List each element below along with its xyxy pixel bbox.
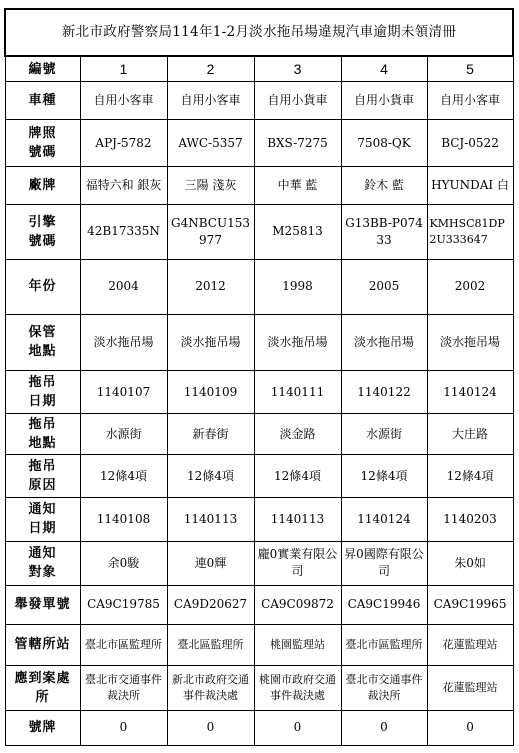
row-label-line: 通知 [28,546,57,562]
row-label [5,120,80,166]
cell-storage-2: 淡水拖吊場 [167,314,254,370]
cell-plate-3: BXS-7275 [254,120,341,166]
row-label-line: 牌照 [28,126,57,142]
cell-brand-2: 三陽 淺灰 [167,166,254,204]
cell-ticket-no-5: CA9C19965 [427,585,513,624]
cell-number-3: 3 [254,56,341,82]
row-label-line: 保管 [28,325,57,341]
cell-plate-1: APJ-5782 [80,120,167,166]
cell-storage-5: 淡水拖吊場 [427,314,513,370]
row-notice-date [5,498,513,541]
row-vehicle-type [5,82,513,120]
vehicle-register-table [4,8,514,746]
row-label-line: 引擎 [28,214,57,230]
row-station [5,624,513,665]
row-label-line: 日期 [28,394,57,410]
title-row [5,9,513,56]
row-label-line: 原因 [28,478,57,494]
row-ticket-no [5,585,513,624]
cell-number-1: 1 [80,56,167,82]
cell-plates-5: 0 [427,710,513,745]
cell-vehicle-type-5: 自用小客車 [427,82,513,120]
row-label [5,204,80,259]
row-year [5,260,513,314]
cell-tow-place-5: 大庄路 [427,414,513,455]
cell-year-1: 2004 [80,260,167,314]
cell-notice-date-1: 1140108 [80,498,167,541]
cell-notice-target-4: 昇0國際有限公司 [341,541,427,585]
row-label [5,371,80,414]
cell-tow-reason-1: 12條4項 [80,455,167,498]
cell-station-2: 臺北區監理所 [167,624,254,665]
cell-engine-4: G13BB-P07433 [341,204,427,259]
row-plates [5,710,513,745]
cell-notice-target-3: 龐0實業有限公司 [254,541,341,585]
row-label [5,710,80,745]
cell-brand-4: 鈴木 藍 [341,166,427,204]
row-label-line: 年份 [28,279,57,295]
row-label [5,585,80,624]
cell-year-4: 2005 [341,260,427,314]
cell-plates-1: 0 [80,710,167,745]
row-label-line: 對象 [28,565,57,581]
cell-number-2: 2 [167,56,254,82]
cell-tow-reason-4: 12條4項 [341,455,427,498]
cell-tow-place-1: 水源街 [80,414,167,455]
cell-station-3: 桃園監理站 [254,624,341,665]
cell-notice-date-3: 1140113 [254,498,341,541]
row-label-line: 日期 [28,521,57,537]
row-label-line: 編號 [28,61,57,77]
cell-tow-place-4: 水源街 [341,414,427,455]
row-label [5,166,80,204]
row-label [5,541,80,585]
cell-brand-1: 福特六和 銀灰 [80,166,167,204]
cell-tow-reason-2: 12條4項 [167,455,254,498]
cell-office-5: 花蓮監理站 [427,665,513,710]
cell-office-3: 桃園市政府交通事件裁決處 [254,665,341,710]
row-label-line: 地點 [28,436,57,452]
row-label-line: 拖吊 [28,417,57,433]
cell-storage-3: 淡水拖吊場 [254,314,341,370]
row-label [5,624,80,665]
cell-station-4: 臺北市區監理所 [341,624,427,665]
page-title: 新北市政府警察局114年1-2月淡水拖吊場違規汽車逾期未領清冊 [5,9,513,56]
row-label-line: 舉發單號 [14,597,71,613]
cell-station-1: 臺北市區監理所 [80,624,167,665]
cell-storage-4: 淡水拖吊場 [341,314,427,370]
cell-engine-5: KMHSC81DP2U333647 [427,204,513,259]
cell-year-5: 2002 [427,260,513,314]
cell-brand-5: HYUNDAI 白 [427,166,513,204]
cell-tow-place-2: 新春街 [167,414,254,455]
cell-engine-1: 42B17335N [80,204,167,259]
cell-vehicle-type-1: 自用小客車 [80,82,167,120]
row-label [5,665,80,710]
cell-tow-date-1: 1140107 [80,371,167,414]
cell-ticket-no-3: CA9C09872 [254,585,341,624]
row-label-line: 拖吊 [28,459,57,475]
row-label-line: 號牌 [28,720,57,736]
cell-plate-5: BCJ-0522 [427,120,513,166]
cell-ticket-no-4: CA9C19946 [341,585,427,624]
cell-tow-reason-3: 12條4項 [254,455,341,498]
cell-tow-reason-5: 12條4項 [427,455,513,498]
row-engine [5,204,513,259]
cell-tow-place-3: 淡金路 [254,414,341,455]
row-label-line: 車種 [28,93,57,109]
cell-office-1: 臺北市交通事件裁決所 [80,665,167,710]
cell-plate-4: 7508-QK [341,120,427,166]
cell-notice-target-2: 連0輝 [167,541,254,585]
cell-plates-2: 0 [167,710,254,745]
cell-brand-3: 中華 藍 [254,166,341,204]
cell-tow-date-3: 1140111 [254,371,341,414]
cell-notice-target-5: 朱0如 [427,541,513,585]
row-number [5,56,513,82]
row-label [5,260,80,314]
cell-plate-2: AWC-5357 [167,120,254,166]
row-label-line: 管轄所站 [14,637,71,653]
cell-station-5: 花蓮監理站 [427,624,513,665]
cell-engine-2: G4NBCU153977 [167,204,254,259]
cell-tow-date-4: 1140122 [341,371,427,414]
row-label-line: 通知 [28,502,57,518]
cell-office-2: 新北市政府交通事件裁決處 [167,665,254,710]
row-notice-target [5,541,513,585]
row-storage [5,314,513,370]
row-label-line: 號碼 [28,233,57,249]
row-label [5,82,80,120]
row-tow-place [5,414,513,455]
cell-plates-3: 0 [254,710,341,745]
row-label-line: 廠牌 [28,177,57,193]
row-label [5,314,80,370]
cell-year-2: 2012 [167,260,254,314]
cell-year-3: 1998 [254,260,341,314]
row-label [5,56,80,82]
cell-office-4: 臺北市交通事件裁決所 [341,665,427,710]
cell-notice-date-4: 1140124 [341,498,427,541]
cell-notice-target-1: 余0駿 [80,541,167,585]
row-label-line: 應到案處 [14,670,71,686]
cell-number-5: 5 [427,56,513,82]
row-label-line: 地點 [28,344,57,360]
cell-number-4: 4 [341,56,427,82]
row-plate [5,120,513,166]
row-label-line: 所 [35,689,50,705]
cell-tow-date-5: 1140124 [427,371,513,414]
cell-vehicle-type-4: 自用小貨車 [341,82,427,120]
cell-engine-3: M25813 [254,204,341,259]
cell-vehicle-type-3: 自用小貨車 [254,82,341,120]
row-tow-date [5,371,513,414]
row-office [5,665,513,710]
cell-notice-date-5: 1140203 [427,498,513,541]
row-label [5,455,80,498]
row-label-line: 拖吊 [28,375,57,391]
cell-tow-date-2: 1140109 [167,371,254,414]
cell-storage-1: 淡水拖吊場 [80,314,167,370]
cell-notice-date-2: 1140113 [167,498,254,541]
row-tow-reason [5,455,513,498]
cell-plates-4: 0 [341,710,427,745]
row-label [5,498,80,541]
cell-ticket-no-1: CA9C19785 [80,585,167,624]
row-label-line: 號碼 [28,145,57,161]
row-label [5,414,80,455]
cell-ticket-no-2: CA9D20627 [167,585,254,624]
cell-vehicle-type-2: 自用小客車 [167,82,254,120]
row-brand [5,166,513,204]
